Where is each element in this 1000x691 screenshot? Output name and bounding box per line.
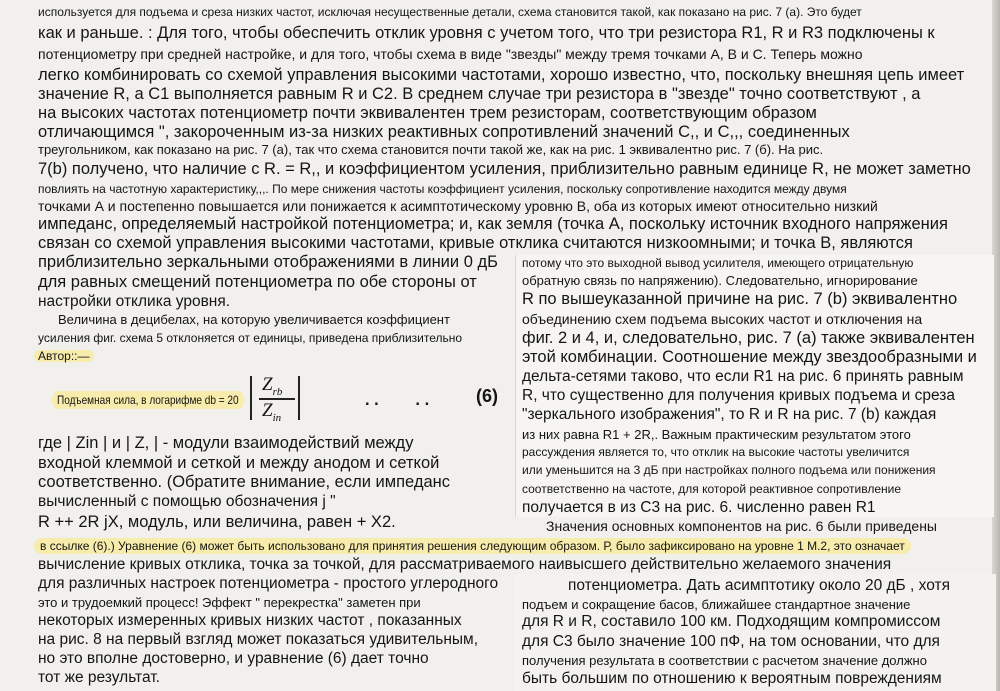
left-column-line: вычисленный с помощью обозначения j " — [38, 493, 336, 510]
bottom-right-line: для С3 было значение 100 пФ, на том основании, что для — [522, 633, 940, 650]
text-line: как и раньше. : Для того, чтобы обеспечить отклик уровня с учетом того, что три резистора R1, R и R3 подключены к — [38, 24, 935, 42]
formula-abs-bar-left — [250, 376, 252, 420]
denominator-subscript: in — [272, 411, 282, 424]
text-line: легко комбинировать со схемой управления высокими частотами, хорошо известно, что, поскольку внешняя цепь имеет — [38, 66, 965, 84]
bottom-left-line: некоторых измеренных кривых низких частот , показанных — [38, 612, 462, 629]
right-column-line: рассуждения является то, что отклик на высокие частоты увеличится — [522, 445, 910, 459]
left-column-line: где | Zin | и | Z, | - модули взаимодействий между — [38, 434, 414, 452]
right-column-line: фиг. 2 и 4, и, следовательно, рис. 7 (а) также эквивалентен — [522, 329, 975, 347]
left-column-line: усиления фиг. схема 5 отклоняется от единицы, приведена приблизительно — [38, 331, 463, 345]
right-column-line: дельта-сетями таково, что если R1 на рис. 6 принять равным — [522, 368, 964, 385]
text-line: повлиять на частотную характеристику,,,. По мере снижения частоты коэффициент усиления, поскольку сопротивление находится между двумя — [38, 182, 847, 196]
left-column-line: соответственно. (Обратите внимание, если импеданс — [38, 473, 450, 491]
right-column-line: R по вышеуказанной причине на рис. 7 (b) эквивалентно — [522, 290, 958, 308]
right-column-line: R, что существенно для получения кривых подъема и среза — [522, 387, 955, 404]
author-label: Автор::— — [34, 350, 94, 362]
bottom-right-line: получения результата в соответствии с расчетом значение должно — [522, 653, 927, 668]
bottom-right-line: потенциометра. Дать асимптотику около 20 дБ , хотя — [568, 577, 950, 594]
left-column-line: R ++ 2R jX, модуль, или величина, равен + X2. — [38, 513, 396, 531]
text-line: связан со схемой управления высокими частотами, кривые отклика считаются низкоомными; и точка В, являются — [38, 234, 913, 252]
bottom-right-line: для R и R, составило 100 км. Подходящим компромиссом — [522, 613, 941, 630]
text-line: точками А и постепенно повышается или понижается к асимптотическому уровню В, оба из которых имеют относительно низкий — [38, 198, 878, 214]
equation-number: (6) — [476, 386, 498, 406]
bottom-left-line: на рис. 8 на первый взгляд может показаться удивительным, — [38, 631, 479, 648]
formula-label: Подъемная сила, в логарифме db = 20 — [52, 391, 244, 409]
formula-numerator — [262, 375, 282, 398]
text-line: отличающимся ", закороченным из-за низких реактивных сопротивлений значений С,, и С,,, соединенных — [38, 123, 850, 141]
bottom-right-line: подъем и сокращение басов, ближайшее стандартное значение — [522, 597, 911, 612]
highlighted-line: в ссылке (6).) Уравнение (6) может быть использовано для принятия решения следующим образом. Р, было зафиксировано на уровне 1 М.2, это означает — [34, 538, 911, 554]
right-column-line: из них равна R1 + 2R,. Важным практическим результатом этого — [522, 427, 911, 442]
author-label-text: Автор:: — [38, 349, 78, 363]
left-column-line: для равных смещений потенциометра по обе стороны от — [38, 273, 477, 291]
bottom-left-line: но это вполне достоверно, и уравнение (6) дает точно — [38, 650, 429, 667]
text-line: 7(b) получено, что наличие с R. = R,, и коэффициентом усиления, приблизительно равным единице R, не может заметно — [38, 160, 971, 178]
formula-abs-bar-right — [298, 376, 300, 420]
text-line: импеданс, определяемый настройкой потенциометра; и, как земля (точка А, поскольку источник входного напряжения — [38, 215, 948, 233]
left-column-line: Величина в децибелах, на которую увеличивается коэффициент — [58, 312, 450, 327]
text-line: потенциометру при средней настройке, и для того, чтобы схема в виде "звезды" между тремя точками А, В и С. Теперь можно — [38, 46, 863, 62]
bottom-text-line: вычисление кривых отклика, точка за точкой, для рассматриваемого наивысшего действительно желаемого значения — [38, 556, 892, 573]
left-column-line: входной клеммой и сеткой и между анодом и сеткой — [38, 454, 440, 472]
left-column-line: приблизительно зеркальными отображениями в линии 0 дБ — [38, 253, 498, 271]
formula-denominator — [262, 401, 281, 424]
text-line: на высоких частотах потенциометр почти эквивалентен трем резисторам, соответствующим образом — [38, 104, 817, 122]
right-column-line: "зеркального изображения", то R и R на рис. 7 (b) каждая — [522, 406, 937, 423]
left-column-line: настройки отклика уровня. — [38, 293, 231, 310]
right-column-line: Значения основных компонентов на рис. 6 были приведены — [546, 518, 937, 534]
denominator-symbol: Z — [262, 400, 273, 421]
text-line: значение R, а С1 выполняется равным R и С2. В среднем случае три резистора в "звезде" точно соответствуют , а — [38, 85, 921, 103]
bottom-left-line: тот же результат. — [38, 669, 160, 686]
text-line: используется для подъема и среза низких частот, исключая несущественные детали, схема становится такой, как показано на рис. 7 (а). Это будет — [38, 5, 862, 19]
right-column-line: получается в из С3 на рис. 6. численно равен R1 — [522, 499, 876, 516]
numerator-subscript: rb — [272, 385, 283, 398]
right-column-line: соответственно на частоте, для которой реактивное сопротивление — [522, 482, 902, 496]
bottom-text-line: для различных настроек потенциометра - простого углеродного — [38, 575, 499, 592]
right-column-line: обратную связь по напряжению). Следовательно, игнорирование — [522, 273, 918, 288]
right-column-line: или уменьшится на 3 дБ при настройках полного подъема или понижения — [522, 463, 936, 477]
formula-dots: . . . . — [365, 391, 430, 409]
right-column-line: этой комбинации. Соотношение между звездообразными и — [522, 348, 977, 366]
bottom-left-line: это и трудоемкий процесс! Эффект " перекрестка" заметен при — [38, 595, 421, 610]
bottom-right-line: быть большим по отношению к вероятным повреждениям — [522, 670, 942, 687]
numerator-symbol: Z — [262, 374, 273, 395]
right-column-line: объединению схем подъема высоких частот и отключения на — [522, 311, 923, 327]
text-line: треугольником, как показано на рис. 7 (а), так что схема становится почти такой же, как на рис. 1 эквивалентно рис. 7 (б). На рис. — [38, 142, 824, 157]
right-column-line: потому что это выходной вывод усилителя, имеющего отрицательную — [522, 256, 914, 270]
